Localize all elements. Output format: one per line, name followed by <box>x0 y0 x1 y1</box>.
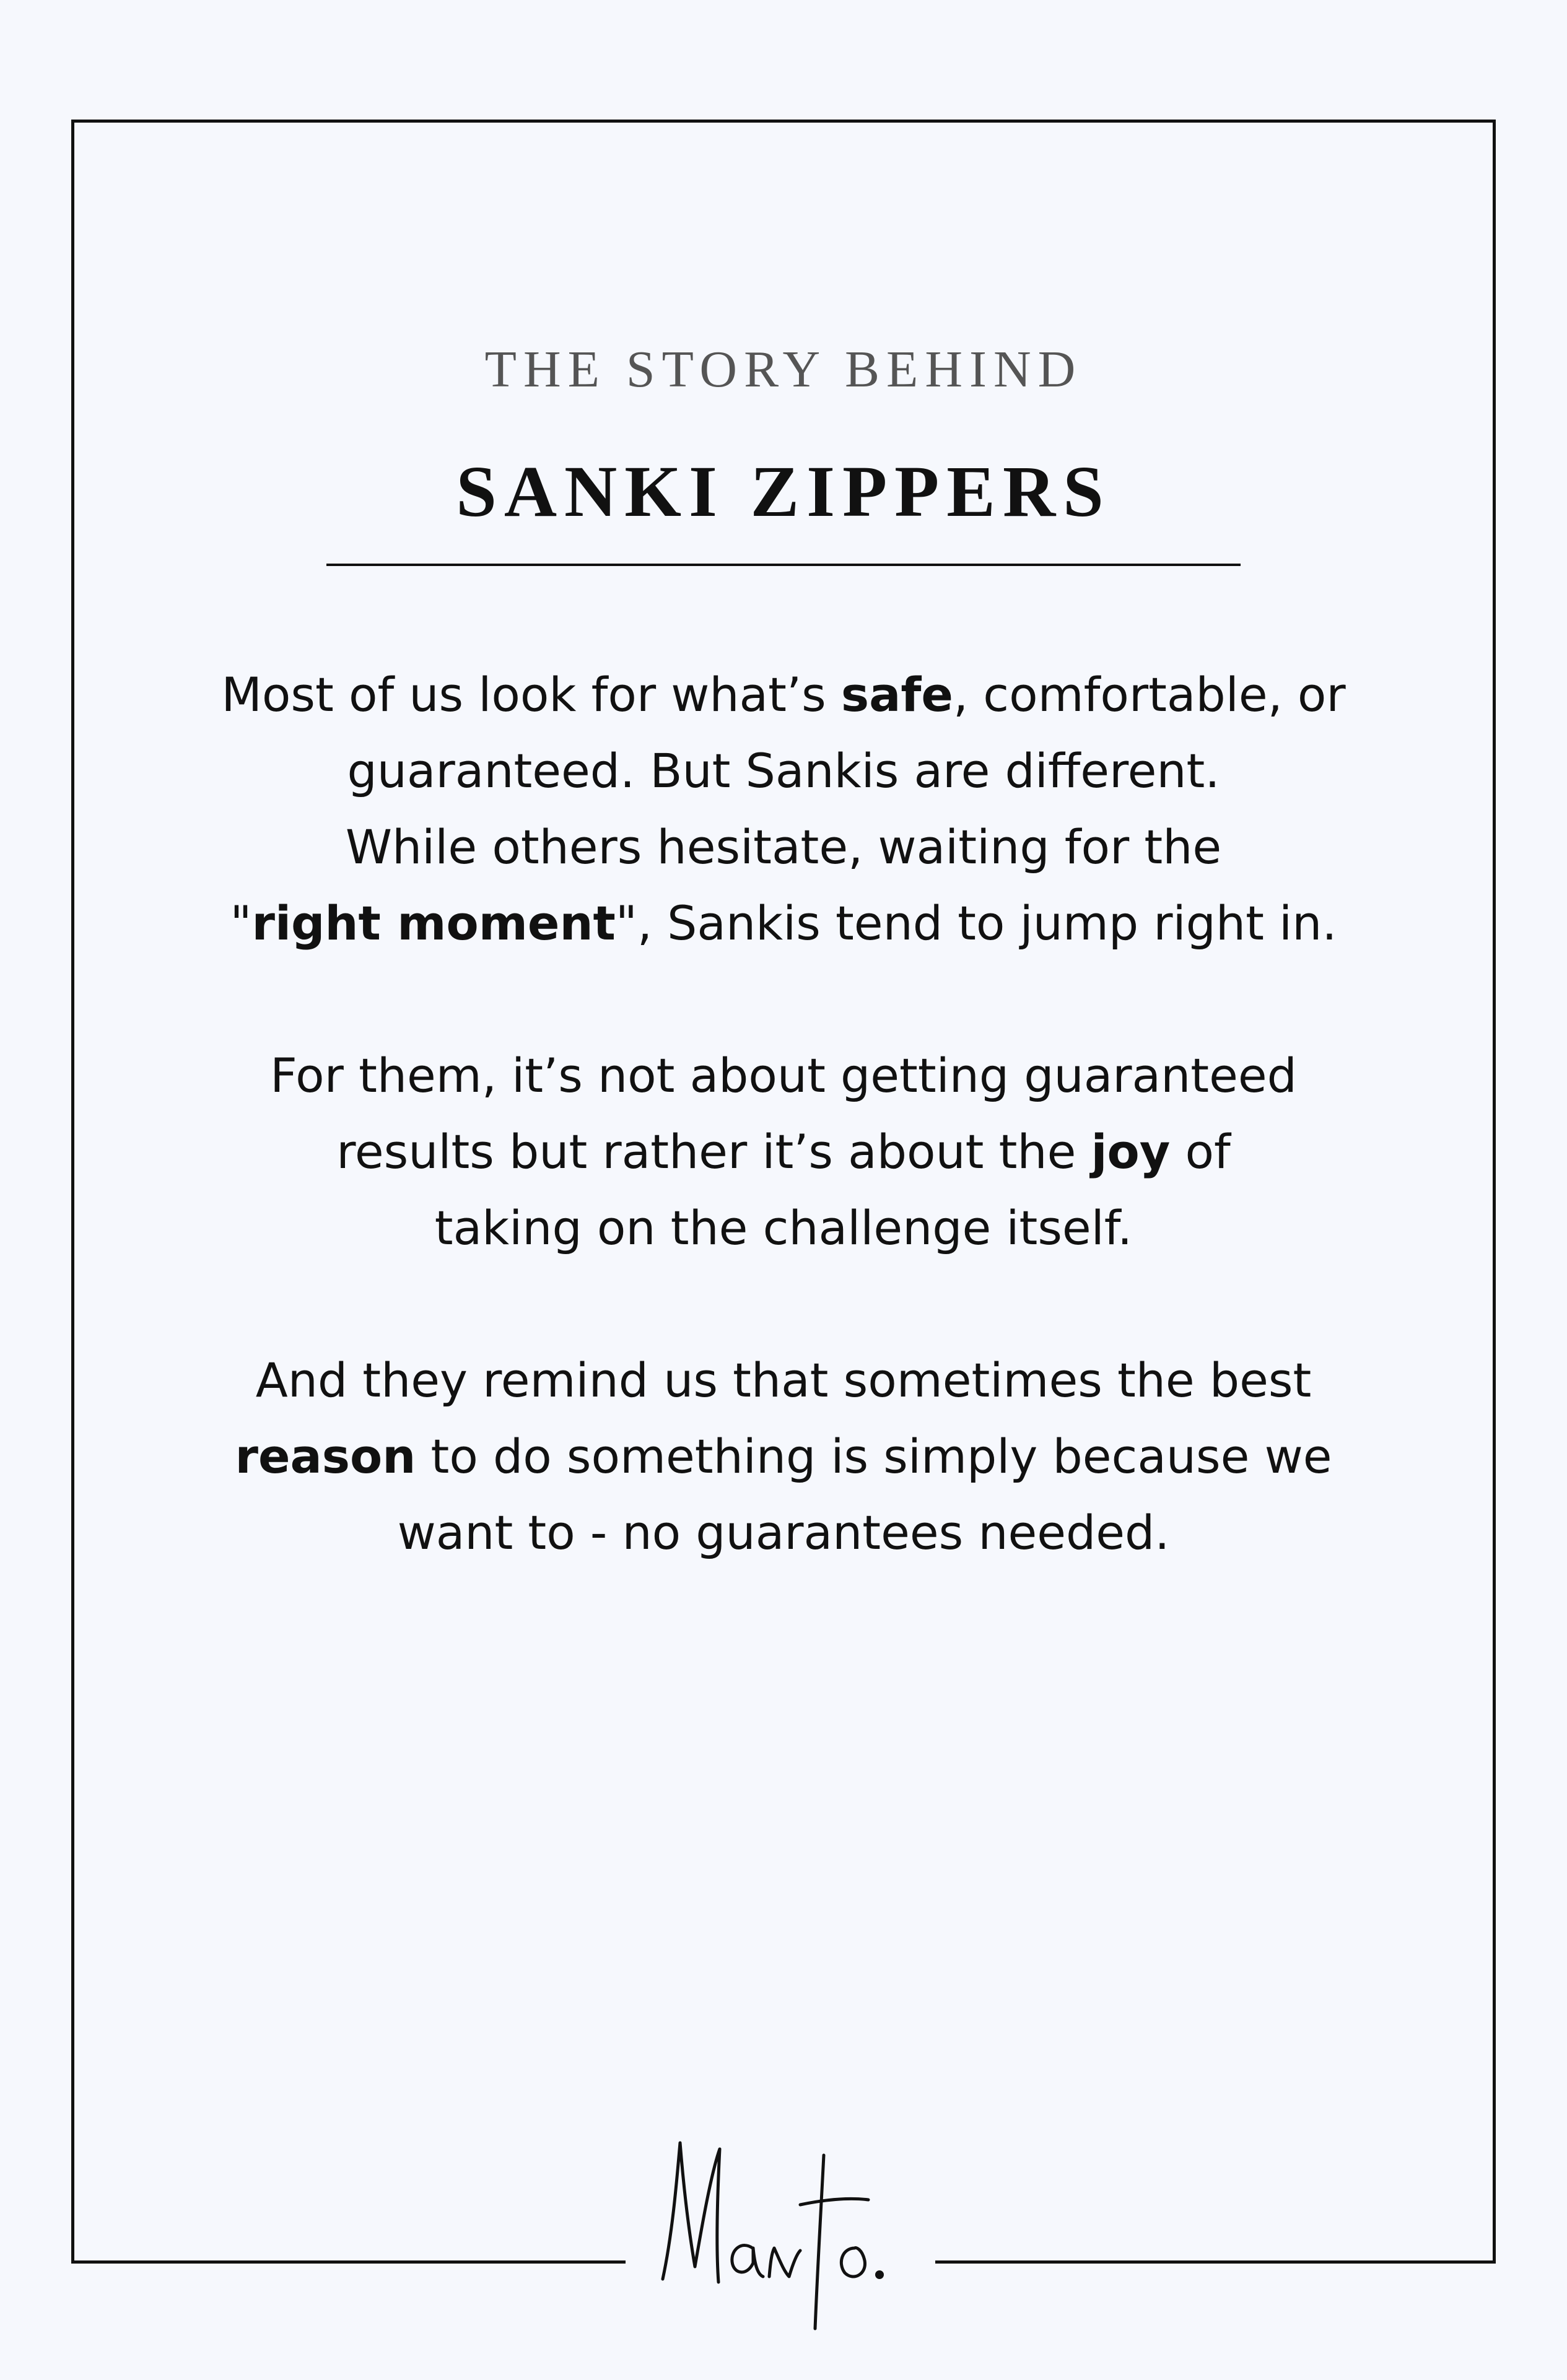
text-line <box>186 656 1381 733</box>
line-text: want to - no guarantees needed. <box>397 1505 1170 1560</box>
story-body <box>186 656 1381 1647</box>
eyebrow-heading: THE STORY BEHIND <box>484 341 1083 398</box>
line-text: Most of us look for what’s <box>221 667 841 722</box>
line-text: , comfortable, or <box>953 667 1346 722</box>
text-line <box>186 1037 1381 1114</box>
emphasis-text: right moment <box>251 896 616 951</box>
line-text: For them, it’s not about getting guaranteed <box>270 1048 1297 1103</box>
paragraph-1 <box>186 656 1381 961</box>
title-divider <box>326 564 1241 566</box>
text-line <box>186 1418 1381 1494</box>
emphasis-text: reason <box>235 1429 416 1484</box>
line-text: taking on the challenge itself. <box>434 1200 1133 1255</box>
emphasis-text: joy <box>1091 1124 1171 1179</box>
line-text: And they remind us that sometimes the best <box>255 1353 1312 1408</box>
line-text: results but rather it’s about the <box>336 1124 1091 1179</box>
text-line <box>186 885 1381 961</box>
page-title: SANKI ZIPPERS <box>456 451 1111 532</box>
text-line <box>186 1494 1381 1571</box>
line-text: " <box>230 896 252 951</box>
line-text: guaranteed. But Sankis are different. <box>347 743 1220 798</box>
line-text: While others hesitate, waiting for the <box>345 819 1222 874</box>
line-text: to do something is simply because we <box>416 1429 1332 1484</box>
signature-logo <box>638 2130 929 2335</box>
line-text: ", Sankis tend to jump right in. <box>615 896 1337 951</box>
line-text: of <box>1170 1124 1231 1179</box>
text-line <box>186 1342 1381 1418</box>
text-line <box>186 1114 1381 1190</box>
emphasis-text: safe <box>840 667 953 722</box>
text-line <box>186 1190 1381 1266</box>
text-line <box>186 809 1381 885</box>
paragraph-2 <box>186 1037 1381 1266</box>
text-line <box>186 733 1381 809</box>
paragraph-3 <box>186 1342 1381 1571</box>
